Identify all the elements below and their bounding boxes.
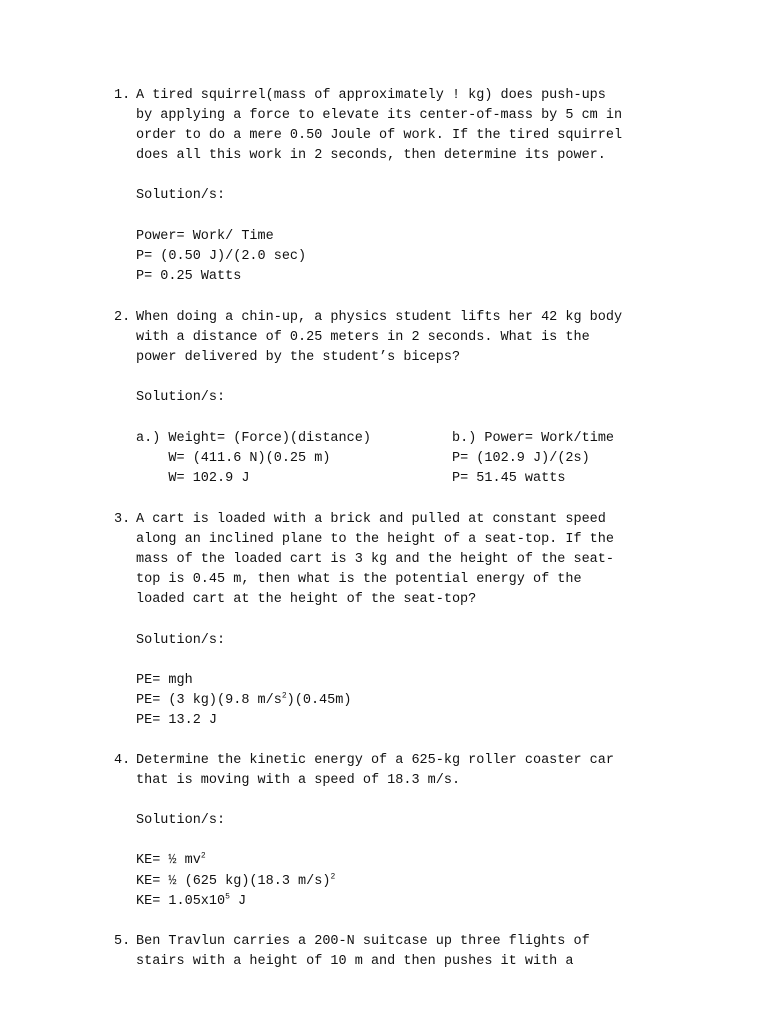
question-3 bbox=[114, 510, 694, 731]
question-text-line: mass of the loaded cart is 3 kg and the height of the seat- bbox=[136, 552, 614, 568]
solution-line: P= 51.45 watts bbox=[452, 470, 566, 486]
question-text-line: A cart is loaded with a brick and pulled at constant speed bbox=[136, 512, 606, 527]
solution-line: KE= ½ $mv^2$ bbox=[136, 851, 206, 869]
question-number: 1. bbox=[114, 88, 131, 103]
question-number: 3. bbox=[114, 512, 131, 527]
solution-label: Solution/s: bbox=[136, 813, 226, 829]
question-text-line: Determine the kinetic energy of a 625-kg roller coaster car bbox=[136, 753, 614, 768]
solution-line: a.) Weight= (Force)(distance) bbox=[136, 430, 371, 446]
solution-line: Power= Work/ Time bbox=[136, 228, 274, 244]
question-text-line: with a distance of 0.25 meters in 2 seconds. What is the bbox=[136, 330, 590, 346]
solution-line: b.) Power= Work/time bbox=[452, 430, 615, 446]
solution-line: P= (0.50 J)/(2.0 sec) bbox=[136, 248, 307, 264]
question-text-line: by applying a force to elevate its center-of-mass by 5 cm in bbox=[136, 108, 623, 124]
question-text-line: stairs with a height of 10 m and then pushes it with a bbox=[136, 954, 574, 970]
solution-line: $KE= 1.05x10^5$ J bbox=[136, 892, 247, 909]
solution-line: PE= mgh bbox=[136, 672, 193, 688]
question-1 bbox=[114, 86, 694, 287]
solution-line: W= 102.9 J bbox=[136, 470, 250, 486]
question-text-line: power delivered by the student’s biceps? bbox=[136, 350, 461, 366]
question-text-line: does all this work in 2 seconds, then determine its power. bbox=[136, 148, 606, 164]
question-2 bbox=[114, 308, 694, 489]
solution-label: Solution/s: bbox=[136, 390, 226, 406]
solution-line: PE= (3 kg)(9.8 $m/s^2)(0.45m)$ bbox=[136, 691, 352, 708]
solution-label: Solution/s: bbox=[136, 632, 226, 648]
solution-line: KE= ½ (625 kg)(18.3 m/s)$^2$ bbox=[136, 872, 336, 889]
solution-label: Solution/s: bbox=[136, 188, 226, 204]
solution-line: P= (102.9 J)/(2s) bbox=[452, 450, 590, 466]
question-text-line: that is moving with a speed of 18.3 m/s. bbox=[136, 773, 461, 789]
question-text-line: loaded cart at the height of the seat-top? bbox=[136, 592, 477, 608]
question-4 bbox=[114, 751, 694, 912]
question-number: 2. bbox=[114, 310, 131, 325]
question-number: 4. bbox=[114, 753, 131, 768]
question-text-line: along an inclined plane to the height of a seat-top. If the bbox=[136, 532, 614, 548]
two-column-solution bbox=[136, 429, 694, 489]
solution-line: PE= 13.2 J bbox=[136, 712, 218, 728]
solution-line: P= 0.25 Watts bbox=[136, 268, 242, 284]
question-text-line: top is 0.45 m, then what is the potential energy of the bbox=[136, 572, 582, 588]
solution-line: W= (411.6 N)(0.25 m) bbox=[136, 450, 331, 466]
question-text-line: A tired squirrel(mass of approximately ! kg) does push-ups bbox=[136, 88, 606, 103]
question-text-line: When doing a chin-up, a physics student lifts her 42 kg body bbox=[136, 310, 623, 325]
question-5 bbox=[114, 932, 694, 972]
question-text-line: Ben Travlun carries a 200-N suitcase up three flights of bbox=[136, 934, 590, 949]
question-text-line: order to do a mere 0.50 Joule of work. If the tired squirrel bbox=[136, 128, 623, 144]
question-number: 5. bbox=[114, 934, 131, 949]
